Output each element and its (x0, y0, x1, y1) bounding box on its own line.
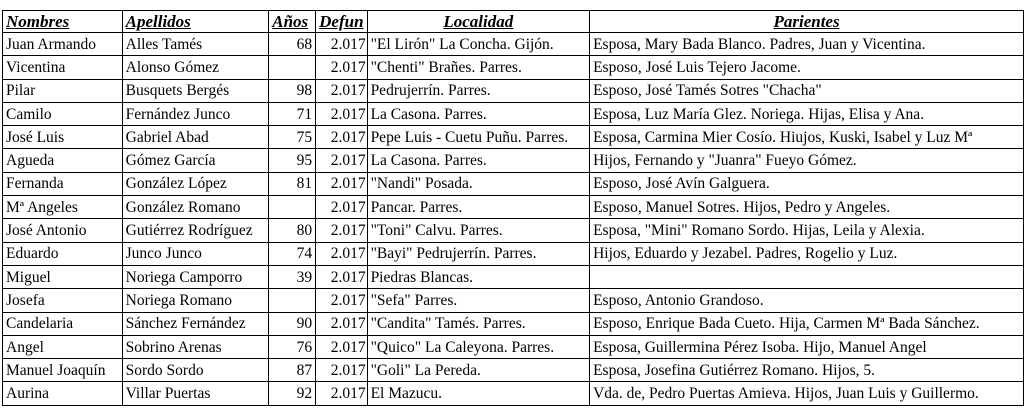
cell-anos: 87 (269, 359, 316, 382)
cell-anos (269, 56, 316, 79)
deceased-table (2, 10, 1024, 406)
cell-nombre: Aurina (3, 382, 123, 405)
cell-nombre: Fernanda (3, 172, 123, 195)
cell-apellidos: Noriega Camporro (122, 265, 269, 288)
table-row (3, 289, 1024, 312)
header-defun: Defun (316, 11, 367, 33)
cell-apellidos: Alonso Gómez (122, 56, 269, 79)
cell-defun: 2.017 (316, 335, 367, 358)
cell-localidad: "Bayi" Pedrujerrín. Parres. (367, 242, 590, 265)
cell-apellidos: Villar Puertas (122, 382, 269, 405)
header-nombres: Nombres (3, 11, 123, 33)
table-row (3, 359, 1024, 382)
cell-anos: 71 (269, 102, 316, 125)
table-row (3, 196, 1024, 219)
cell-apellidos: Junco Junco (122, 242, 269, 265)
cell-parientes: Esposa, Josefina Gutiérrez Romano. Hijos, 5. (590, 359, 1024, 382)
cell-defun: 2.017 (316, 289, 367, 312)
cell-nombre: Juan Armando (3, 33, 123, 56)
cell-anos (269, 289, 316, 312)
cell-parientes: Hijos, Eduardo y Jezabel. Padres, Rogelio y Luz. (590, 242, 1024, 265)
cell-nombre: Candelaria (3, 312, 123, 335)
cell-apellidos: Sobrino Arenas (122, 335, 269, 358)
header-anos: Años (269, 11, 316, 33)
cell-apellidos: Noriega Romano (122, 289, 269, 312)
cell-localidad: "El Lirón" La Concha. Gijón. (367, 33, 590, 56)
cell-parientes: Hijos, Fernando y "Juanra" Fueyo Gómez. (590, 149, 1024, 172)
cell-defun: 2.017 (316, 242, 367, 265)
cell-parientes: Esposa, "Mini" Romano Sordo. Hijas, Leila y Alexia. (590, 219, 1024, 242)
cell-anos: 74 (269, 242, 316, 265)
table-row (3, 102, 1024, 125)
cell-localidad: Pedrujerrín. Parres. (367, 79, 590, 102)
cell-defun: 2.017 (316, 359, 367, 382)
table-row (3, 312, 1024, 335)
cell-localidad: "Sefa" Parres. (367, 289, 590, 312)
header-localidad: Localidad (367, 11, 590, 33)
cell-parientes: Esposa, Guillermina Pérez Isoba. Hijo, Manuel Angel (590, 335, 1024, 358)
cell-apellidos: Busquets Bergés (122, 79, 269, 102)
cell-defun: 2.017 (316, 196, 367, 219)
cell-nombre: Pilar (3, 79, 123, 102)
cell-anos: 92 (269, 382, 316, 405)
cell-parientes: Esposo, Manuel Sotres. Hijos, Pedro y Angeles. (590, 196, 1024, 219)
cell-apellidos: González Romano (122, 196, 269, 219)
cell-localidad: La Casona. Parres. (367, 102, 590, 125)
cell-defun: 2.017 (316, 312, 367, 335)
cell-localidad: "Nandi" Posada. (367, 172, 590, 195)
table-row (3, 335, 1024, 358)
table-row (3, 56, 1024, 79)
cell-parientes: Esposa, Carmina Mier Cosío. Hiujos, Kuski, Isabel y Luz Mª (590, 126, 1024, 149)
cell-localidad: El Mazucu. (367, 382, 590, 405)
cell-nombre: Eduardo (3, 242, 123, 265)
cell-parientes: Esposo, José Avín Galguera. (590, 172, 1024, 195)
table-row (3, 242, 1024, 265)
cell-defun: 2.017 (316, 382, 367, 405)
cell-parientes: Esposo, José Tamés Sotres "Chacha" (590, 79, 1024, 102)
table-row (3, 382, 1024, 405)
cell-defun: 2.017 (316, 56, 367, 79)
cell-nombre: Vicentina (3, 56, 123, 79)
table-row (3, 219, 1024, 242)
cell-nombre: Miguel (3, 265, 123, 288)
cell-parientes: Esposo, José Luis Tejero Jacome. (590, 56, 1024, 79)
cell-anos: 68 (269, 33, 316, 56)
cell-apellidos: Sánchez Fernández (122, 312, 269, 335)
cell-anos: 98 (269, 79, 316, 102)
cell-apellidos: Gutiérrez Rodríguez (122, 219, 269, 242)
cell-nombre: Josefa (3, 289, 123, 312)
cell-nombre: Camilo (3, 102, 123, 125)
cell-apellidos: González López (122, 172, 269, 195)
cell-nombre: José Antonio (3, 219, 123, 242)
cell-apellidos: Fernández Junco (122, 102, 269, 125)
cell-anos: 39 (269, 265, 316, 288)
cell-defun: 2.017 (316, 126, 367, 149)
cell-parientes: Esposa, Luz María Glez. Noriega. Hijas, Elisa y Ana. (590, 102, 1024, 125)
cell-apellidos: Gómez García (122, 149, 269, 172)
cell-nombre: Mª Angeles (3, 196, 123, 219)
cell-localidad: "Toni" Calvu. Parres. (367, 219, 590, 242)
cell-localidad: Piedras Blancas. (367, 265, 590, 288)
cell-parientes: Vda. de, Pedro Puertas Amieva. Hijos, Juan Luis y Guillermo. (590, 382, 1024, 405)
cell-parientes (590, 265, 1024, 288)
cell-defun: 2.017 (316, 219, 367, 242)
cell-defun: 2.017 (316, 265, 367, 288)
cell-nombre: Manuel Joaquín (3, 359, 123, 382)
cell-defun: 2.017 (316, 33, 367, 56)
table-row (3, 33, 1024, 56)
cell-localidad: "Quico" La Caleyona. Parres. (367, 335, 590, 358)
cell-apellidos: Sordo Sordo (122, 359, 269, 382)
cell-localidad: Pancar. Parres. (367, 196, 590, 219)
cell-nombre: José Luis (3, 126, 123, 149)
cell-parientes: Esposo, Enrique Bada Cueto. Hija, Carmen Mª Bada Sánchez. (590, 312, 1024, 335)
cell-anos: 81 (269, 172, 316, 195)
cell-anos: 75 (269, 126, 316, 149)
cell-defun: 2.017 (316, 79, 367, 102)
cell-anos: 95 (269, 149, 316, 172)
table-row (3, 265, 1024, 288)
table-row (3, 172, 1024, 195)
cell-localidad: Pepe Luis - Cuetu Puñu. Parres. (367, 126, 590, 149)
cell-defun: 2.017 (316, 149, 367, 172)
cell-defun: 2.017 (316, 102, 367, 125)
cell-parientes: Esposa, Mary Bada Blanco. Padres, Juan y Vicentina. (590, 33, 1024, 56)
cell-defun: 2.017 (316, 172, 367, 195)
header-apellidos: Apellidos (122, 11, 269, 33)
cell-localidad: "Chenti" Brañes. Parres. (367, 56, 590, 79)
cell-apellidos: Gabriel Abad (122, 126, 269, 149)
cell-localidad: La Casona. Parres. (367, 149, 590, 172)
cell-anos (269, 196, 316, 219)
header-row (3, 11, 1024, 33)
cell-nombre: Angel (3, 335, 123, 358)
table-row (3, 149, 1024, 172)
cell-anos: 80 (269, 219, 316, 242)
table-row (3, 79, 1024, 102)
cell-localidad: "Goli" La Pereda. (367, 359, 590, 382)
table-row (3, 126, 1024, 149)
header-parientes: Parientes (590, 11, 1024, 33)
cell-nombre: Agueda (3, 149, 123, 172)
cell-anos: 76 (269, 335, 316, 358)
cell-parientes: Esposo, Antonio Grandoso. (590, 289, 1024, 312)
cell-apellidos: Alles Tamés (122, 33, 269, 56)
cell-localidad: "Candita" Tamés. Parres. (367, 312, 590, 335)
cell-anos: 90 (269, 312, 316, 335)
